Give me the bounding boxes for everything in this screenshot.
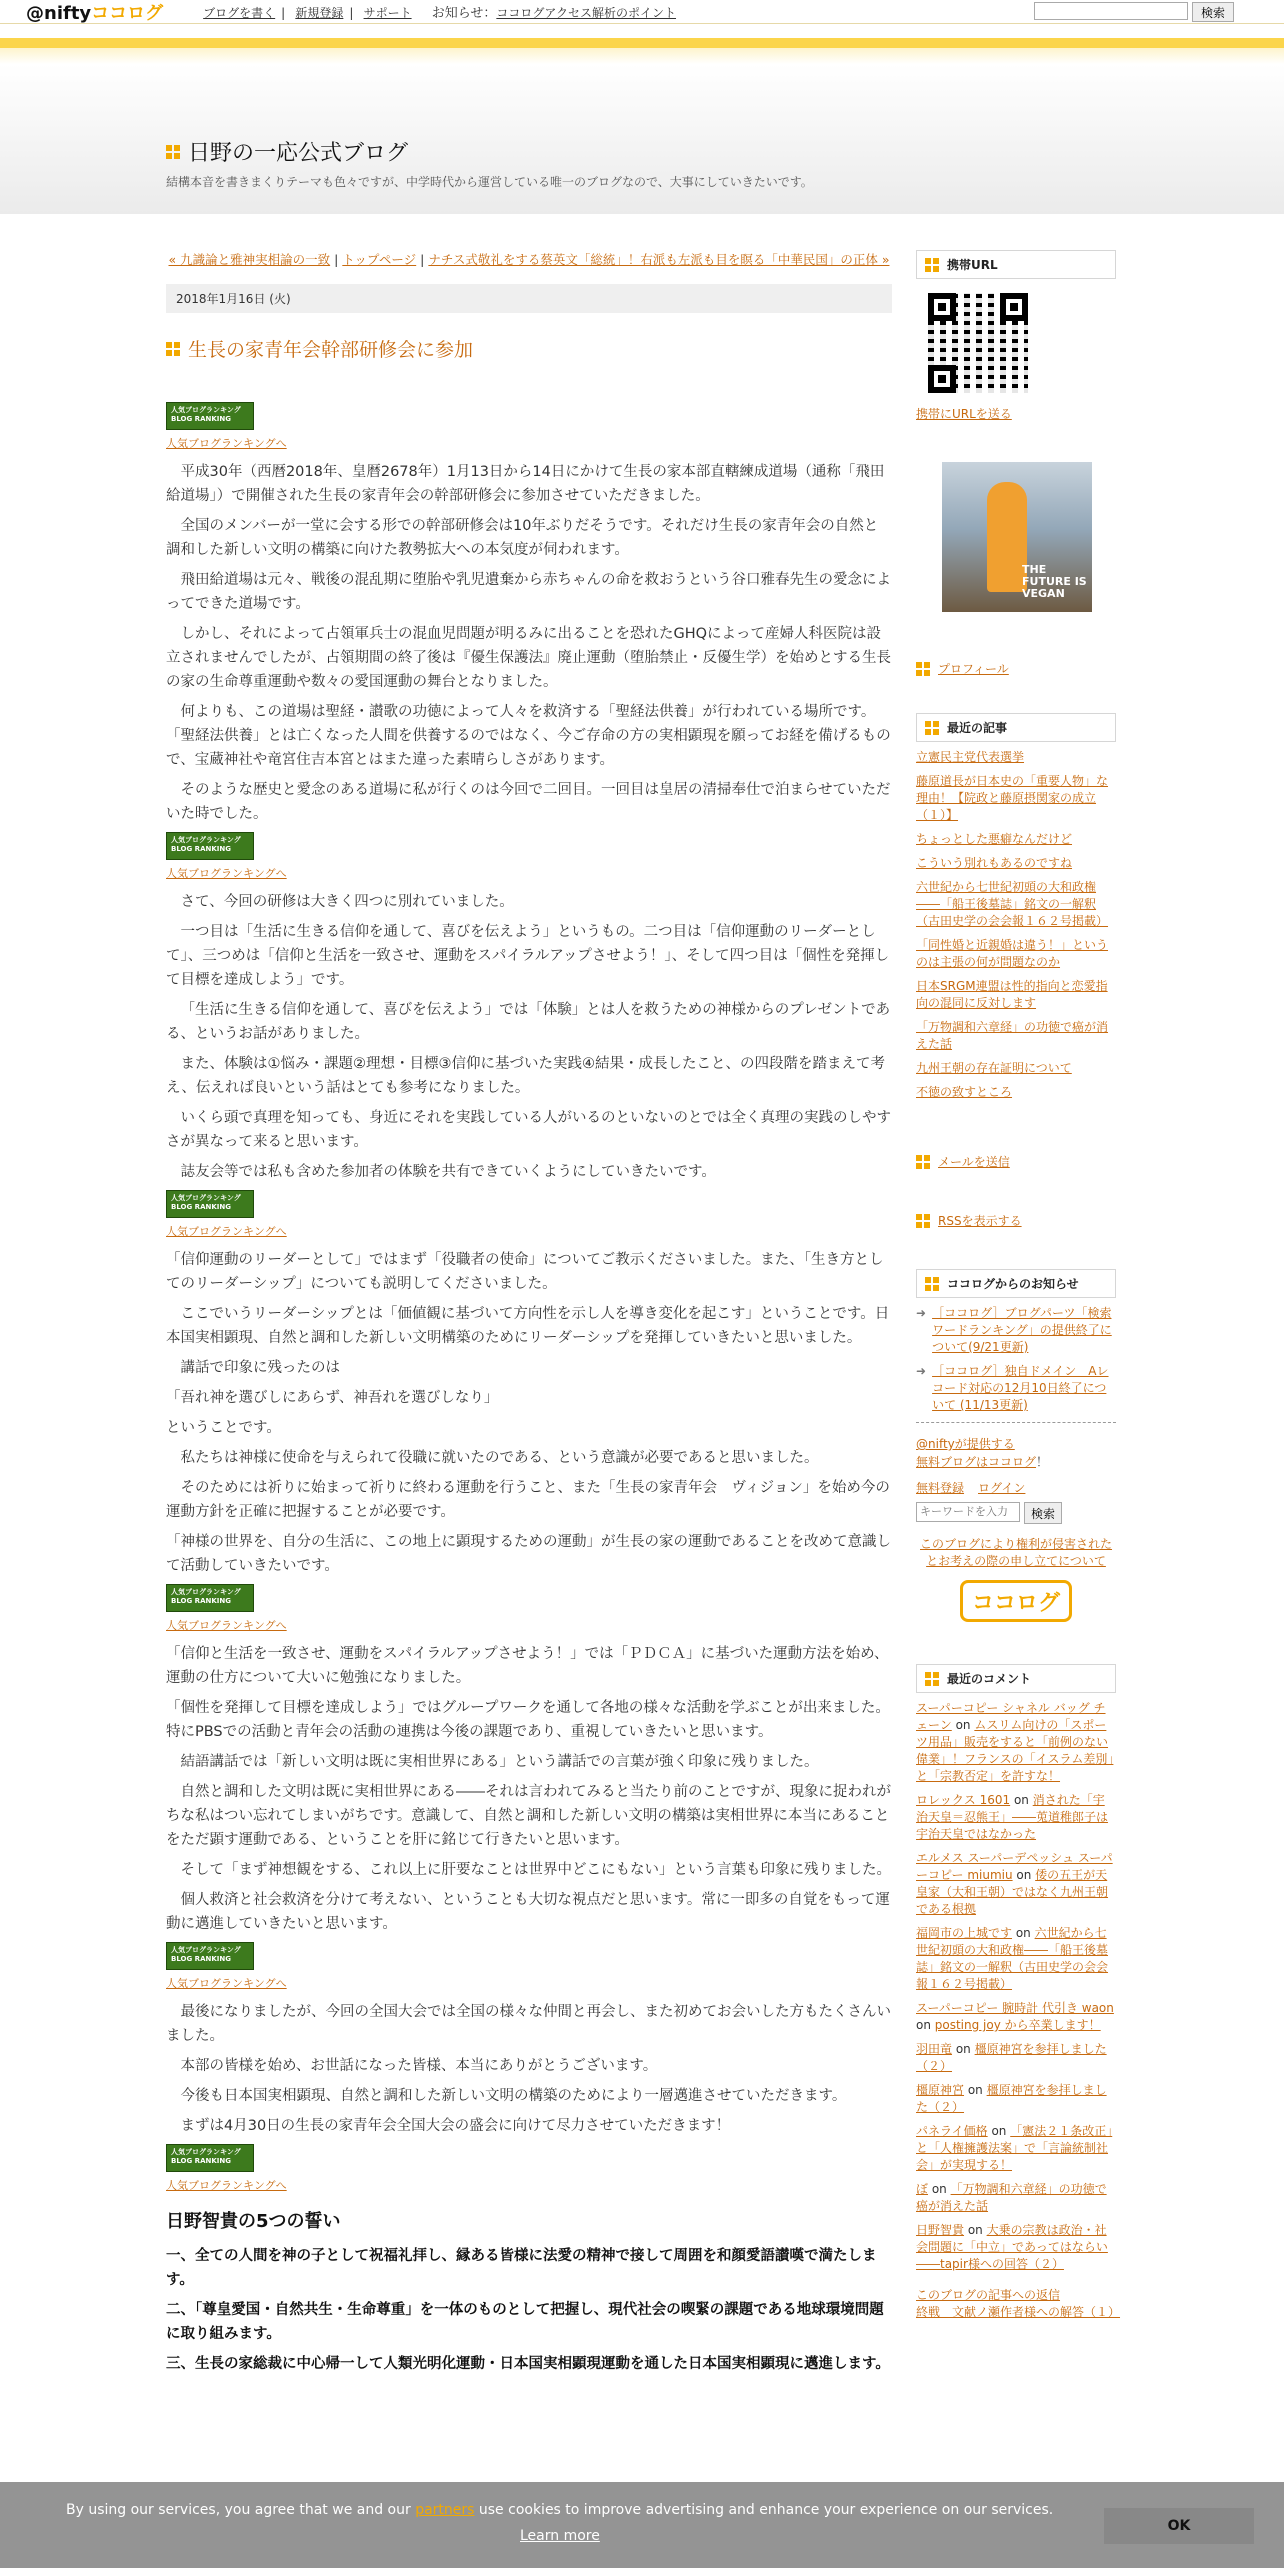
entry-paragraph: 私たちは神様に使命を与えられて役職に就いたのである、という意識が必要であると思いました。 — [180, 1450, 819, 1466]
comment-item: スーパーコピー 腕時計 代引き waon on posting joy から卒業します！ — [916, 2001, 1114, 2032]
trailing-link-2[interactable]: 終戦 文献ノ瀬作者様への解答（１） — [916, 2305, 1121, 2319]
login-link[interactable]: ログイン — [978, 1481, 1026, 1495]
cocolog-news-list — [916, 1305, 1116, 1423]
comment-author-link[interactable]: 羽田竜 — [916, 2042, 953, 2056]
comment-post-link[interactable]: ムスリム向けの「スポーツ用品」販売をすると「前例のない偉業」！フランスの「イスラム差別」と「宗教否定」を許すな！ — [916, 1718, 1114, 1783]
comment-item: スーパーコピー シャネル バッグ チェーン on ムスリム向けの「スポーツ用品」販売をすると「前例のない偉業」！フランスの「イスラム差別」と「宗教否定」を許すな！ — [916, 1701, 1114, 1783]
ranking-image[interactable]: 人気ブログランキング BLOG RANKING — [166, 2144, 254, 2172]
entry-paragraph: いくら頭で真理を知っても、身近にそれを実践している人がいるのといないのとでは全く真理の実践のしやすさが異なって来ると思います。 — [166, 1110, 891, 1150]
free-blog-link[interactable]: 無料ブログはココログ — [916, 1455, 1037, 1469]
recent-posts-heading: 最近の記事 — [916, 713, 1116, 742]
comment-post-link[interactable]: posting joy から卒業します！ — [934, 2018, 1101, 2032]
comment-item: 日野智貴 on 大乗の宗教は政治・社会問題に「中立」であってはならい――tapir様への回答（２） — [916, 2223, 1108, 2271]
ranking-image[interactable]: 人気ブログランキング BLOG RANKING — [166, 1584, 254, 1612]
topnav: ブログを書く | 新規登録 | サポート お知らせ：ココログアクセス解析のポイント — [203, 6, 677, 21]
entry-paragraph: 講話で印象に残ったのは — [180, 1360, 340, 1376]
partners-link[interactable]: partners — [415, 2502, 475, 2518]
comment-author-link[interactable]: 日野智貴 — [916, 2223, 965, 2237]
top-search — [1034, 2, 1234, 22]
cocolog-news-heading: ココログからのお知らせ — [916, 1269, 1116, 1298]
topnav-support[interactable]: サポート — [363, 6, 412, 20]
blog-header — [0, 64, 1284, 214]
recent-post-item — [916, 937, 1116, 971]
mail-link[interactable]: メールを送信 — [938, 1155, 1010, 1169]
recent-post-link[interactable]: 藤原道長が日本史の「重要人物」な理由！【院政と藤原摂関家の成立（１）】 — [916, 774, 1109, 822]
news-item — [916, 1363, 1116, 1414]
comment-item: ロレックス 1601 on 消された「宇治天皇＝忍熊王」――莵道稚郎子は宇治天皇ではなかった — [916, 1793, 1109, 1841]
comment-author-link[interactable]: パネライ価格 — [916, 2124, 988, 2138]
signup-link[interactable]: 無料登録 — [916, 1481, 965, 1495]
recent-post-link[interactable]: 九州王朝の存在証明について — [916, 1061, 1072, 1075]
comment-item: パネライ価格 on 「憲法２１条改正」と「人権擁護法案」で「言論統制社会」が実現する！ — [916, 2124, 1113, 2172]
rss-link[interactable]: RSSを表示する — [938, 1214, 1022, 1228]
recent-post-link[interactable]: 「同性婚と近親婚は違う！」というのは主張の何が問題なのか — [916, 938, 1109, 969]
entry-paragraph: 今後も日本国実相顕現、自然と調和した新しい文明の構築のためにより一層邁進させていただきます。 — [180, 2088, 847, 2104]
profile-link[interactable]: プロフィール — [938, 662, 1009, 676]
entry-paragraph: 一つ目は「生活に生きる信仰を通して、喜びを伝えよう」というもの。二つ目は「信仰運動のリーダーとして」、三つめは「信仰と生活を一致させ、運動をスパイラルアップさせよう！」、そして四つ目は「個性を発揮して目標を達成しよう」です。 — [166, 924, 890, 988]
recent-comments-list — [916, 1700, 1116, 2273]
recent-post-link[interactable]: 六世紀から七世紀初頭の大和政権――「船王後墓誌」銘文の一解釈（古田史学の会会報１６２号掲載） — [916, 880, 1109, 928]
entry-paragraph: 全国のメンバーが一堂に会する形での幹部研修会は10年ぶりだそうです。それだけ生長の家青年会の自然と調和した新しい文明の構築に向けた教勢拡大への本気度が伺われます。 — [166, 518, 879, 558]
entry-paragraph: 「個性を発揮して目標を達成しよう」ではグループワークを通して各地の様々な活動を学ぶことが出来ました。特にPBSでの活動と青年会の活動の連携は今後の課題であり、重視していきたいと思います。 — [166, 1700, 890, 1740]
sidebar-mobile-heading: 携帯URL — [916, 250, 1116, 279]
comment-post-link[interactable]: 「万物調和六章経」の功徳で癌が消えた話 — [916, 2182, 1107, 2213]
comment-item: エルメス スーパーデペッシュ スーパーコピー miumiu on 倭の五王が天皇家（大和王朝）ではなく九州王朝である根拠 — [916, 1851, 1113, 1916]
entry-navigation: « 九識論と雅神実相論の一致 | トップページ | ナチス式敬礼をする蔡英文「総統」！右派も左派も目を瞑る「中華民国」の正体 » — [168, 252, 890, 267]
comment-author-link[interactable]: 福岡市の上城です — [916, 1926, 1013, 1940]
recent-post-item — [916, 749, 1116, 766]
comment-post-link[interactable]: 「憲法２１条改正」と「人権擁護法案」で「言論統制社会」が実現する！ — [916, 2124, 1113, 2172]
recent-post-item — [916, 773, 1116, 824]
entry-paragraph: 誌友会等では私も含めた参加者の体験を共有できていくようにしていきたいです。 — [180, 1164, 716, 1180]
entry-paragraph: また、体験は①悩み・課題②理想・目標③信仰に基づいた実践④結果・成長したこと、の四段階を踏まえて考え、伝えれば良いという話はとても参考になりました。 — [166, 1056, 885, 1096]
sidebar — [916, 214, 1121, 2321]
recent-post-item — [916, 1019, 1116, 1053]
recent-post-link[interactable]: 立憲民主党代表選挙 — [916, 750, 1025, 764]
square-icon — [925, 1277, 939, 1291]
square-icon — [925, 721, 939, 735]
entry-date: 2018年1月16日 (火) — [166, 284, 892, 313]
comment-author-link[interactable]: ロレックス 1601 — [916, 1793, 1011, 1807]
recent-post-item — [916, 831, 1116, 848]
recent-posts-list — [916, 749, 1116, 1101]
recent-post-link[interactable]: 「万物調和六章経」の功徳で癌が消えた話 — [916, 1020, 1109, 1051]
cocolog-logo[interactable]: ココログ — [960, 1580, 1072, 1622]
comment-item: 羽田竜 on 橿原神宮を参拝しました（２） — [916, 2042, 1107, 2073]
notice-label: お知らせ： — [431, 6, 497, 21]
square-icon — [916, 1214, 930, 1228]
recent-post-link[interactable]: ちょっとした悪癖なんだけど — [916, 832, 1073, 846]
ranking-link[interactable]: 人気ブログランキングへ — [166, 437, 287, 450]
notice-link[interactable]: ココログアクセス解析のポイント — [496, 6, 677, 20]
comment-author-link[interactable]: ぼ — [916, 2182, 929, 2196]
arrow-icon: ➜ — [916, 1364, 927, 1378]
learn-more-link[interactable]: Learn more — [520, 2528, 600, 2544]
recent-post-item — [916, 1084, 1116, 1101]
topnav-signup[interactable]: 新規登録 — [295, 6, 344, 20]
arrow-icon: ➜ — [916, 1306, 927, 1320]
news-item — [916, 1305, 1116, 1356]
rss-row — [916, 1212, 1116, 1229]
profile-link-row — [916, 660, 1116, 677]
comment-author-link[interactable]: スーパーコピー 腕時計 代引き waon — [916, 2001, 1114, 2015]
header-band — [0, 24, 1284, 64]
entry-paragraph: ということです。 — [166, 1420, 281, 1436]
news-link[interactable]: ［ココログ］独自ドメイン Aレコード対応の12月10日終了について (11/13更新) — [932, 1364, 1109, 1412]
entry-paragraph: 「信仰と生活を一致させ、運動をスパイラルアップさせよう！」では「ＰＤＣＡ」に基づいた運動方法を始め、運動の仕方について大いに勉強になりました。 — [166, 1646, 889, 1686]
square-icon — [166, 145, 180, 159]
comment-post-link[interactable]: 橿原神宮を参拝しました（２） — [916, 2083, 1107, 2114]
comment-post-link[interactable]: 橿原神宮を参拝しました（２） — [916, 2042, 1107, 2073]
comment-author-link[interactable]: スーパーコピー シャネル バッグ チェーン — [916, 1701, 1106, 1732]
comment-post-link[interactable]: 消された「宇治天皇＝忍熊王」――莵道稚郎子は宇治天皇ではなかった — [916, 1793, 1109, 1841]
send-url-link[interactable]: 携帯にURLを送る — [916, 407, 1012, 421]
entry-paragraph: 飛田給道場は元々、戦後の混乱期に堕胎や乳児遺棄から赤ちゃんの命を救おうという谷口雅春先生の愛念によってできた道場です。 — [166, 572, 891, 612]
entry-paragraph: 「生活に生きる信仰を通して、喜びを伝えよう」では「体験」とは人を救うための神様からのプレゼントである、というお話がありました。 — [166, 1002, 891, 1042]
keyword-search-button[interactable]: 検索 — [1024, 1502, 1062, 1524]
nifty-logo[interactable]: @niftyココログ — [26, 2, 164, 24]
entry-paragraph: そのためには祈りに始まって祈りに終わる運動を行うこと、また「生長の家青年会 ヴィジョン」を始め今の運動方針を正確に把握することが必要です。 — [166, 1480, 890, 1520]
ranking-image[interactable]: 人気ブログランキング BLOG RANKING — [166, 1942, 254, 1970]
mail-row — [916, 1153, 1116, 1170]
vow-item: 二、「尊皇愛国・自然共生・生命尊重」を一体のものとして把握し、現代社会の喫緊の課題である地球環境問題に取り組みます。 — [166, 2302, 884, 2342]
prev-entry-link[interactable]: « 九識論と雅神実相論の一致 — [168, 252, 331, 267]
rights-report-link[interactable]: このブログにより権利が侵害されたとお考えの際の申し立てについて — [920, 1537, 1113, 1568]
ranking-link[interactable]: 人気ブログランキングへ — [166, 1619, 287, 1632]
entry-paragraph: 「吾れ神を選びしにあらず、神吾れを選びしなり」 — [166, 1390, 499, 1406]
entry-paragraph: そして「まず神想観をする、これ以上に肝要なことは世界中どこにもない」という言葉も印象に残りました。 — [180, 1862, 891, 1878]
entry-paragraph: まずは4月30日の生長の家青年会全国大会の盛会に向けて尽力させていただきます！ — [180, 2118, 731, 2134]
account-links — [916, 1479, 1116, 1496]
comment-post-link[interactable]: 倭の五王が天皇家（大和王朝）ではなく九州王朝である根拠 — [916, 1868, 1109, 1916]
recent-post-item — [916, 879, 1116, 930]
ranking-banner[interactable] — [166, 832, 892, 886]
comment-item: 橿原神宮 on 橿原神宮を参拝しました（２） — [916, 2083, 1107, 2114]
vows-title: 日野智貴の5つの誓い — [166, 2211, 341, 2232]
ranking-link[interactable]: 人気ブログランキングへ — [166, 1225, 287, 1238]
news-link[interactable]: ［ココログ］ブログパーツ「検索ワードランキング」の提供終了について(9/21更新) — [932, 1306, 1112, 1354]
ranking-banner[interactable] — [166, 1584, 892, 1638]
next-entry-link[interactable]: ナチス式敬礼をする蔡英文「総統」！右派も左派も目を瞑る「中華民国」の正体 » — [428, 252, 890, 267]
cookie-ok-button[interactable]: OK — [1104, 2508, 1254, 2544]
entry-title[interactable]: 生長の家青年会幹部研修会に参加 — [166, 335, 892, 362]
vows-section — [166, 2210, 892, 2376]
ranking-banner[interactable] — [166, 2144, 892, 2198]
ranking-banner[interactable] — [166, 402, 892, 456]
comment-post-link[interactable]: 六世紀から七世紀初頭の大和政権――「船王後墓誌」銘文の一解釈（古田史学の会会報１６２号掲載） — [916, 1926, 1109, 1991]
qr-code — [928, 293, 1028, 393]
cookie-text: By using our services, you agree that we and our partners use cookies to improve advertising and enhance your experience on our services. — [66, 2502, 1054, 2518]
vow-item: 三、生長の家総裁に中心帰一して人類光明化運動・日本国実相顕現運動を通した日本国実相顕現に邁進します。 — [166, 2356, 890, 2372]
entry-paragraph: 自然と調和した文明は既に実相世界にある――それは言われてみると当たり前のことですが、現象に捉われがちな私はつい忘れてしまいがちです。意識して、自然と調和した新しい文明の構築は実相世界に本当にあることをただ顕す運動である、ということを肝に銘じて行きたいと思います。 — [166, 1784, 891, 1848]
ranking-image[interactable]: 人気ブログランキング BLOG RANKING — [166, 832, 254, 860]
blog-title[interactable]: 日野の一応公式ブログ — [166, 136, 1284, 167]
sidebar-search — [916, 1502, 1116, 1524]
entry-paragraph: 平成30年（西暦2018年、皇暦2678年）1月13日から14日にかけて生長の家本部直轄練成道場（通称「飛田給道場」）で開催された生長の家青年会の幹部研修会に参加させていただきました。 — [166, 464, 885, 504]
ranking-link[interactable]: 人気ブログランキングへ — [166, 867, 287, 880]
entry-paragraph: 「神様の世界を、自分の生活に、この地上に顕現するための運動」が生長の家の運動であることを改めて意識して活動していきたいです。 — [166, 1534, 891, 1574]
entry-paragraph: 何よりも、この道場は聖経・讃歌の功徳によって人々を救済する「聖経法供養」が行われている場所です。「聖経法供養」とは亡くなった人間を供養するのではなく、今ご存命の方の実相顕現を願ってお経を備げるもので、宝蔵神社や竜宮住吉本宮とはまた違った素晴らしさがあります。 — [166, 704, 891, 768]
entry-paragraph: 最後になりましたが、今回の全国大会では全国の様々な仲間と再会し、また初めてお会いした方もたくさんいました。 — [166, 2004, 891, 2044]
top-search-input[interactable] — [1034, 2, 1188, 20]
blog-description: 結構本音を書きまくりテーマも色々ですが、中学時代から運営している唯一のブログなので、大事にしていきたいです。 — [166, 175, 813, 189]
vow-item: 一、全ての人間を神の子として祝福礼拝し、縁ある皆様に法愛の精神で接して周囲を和顔愛語讃嘆で満たします。 — [166, 2248, 877, 2288]
recent-post-link[interactable]: 不徳の致すところ — [916, 1085, 1013, 1099]
nifty-topbar — [0, 0, 1284, 24]
entry-paragraph: そのような歴史と愛念のある道場に私が行くのは今回で二回目。一回目は皇居の清掃奉仕で泊まらせていただいた時でした。 — [166, 782, 891, 822]
comment-post-link[interactable]: 大乗の宗教は政治・社会問題に「中立」であってはならい――tapir様への回答（２） — [916, 2223, 1108, 2271]
comment-author-link[interactable]: エルメス スーパーデペッシュ スーパーコピー miumiu — [916, 1851, 1113, 1882]
topnav-write[interactable]: ブログを書く — [203, 6, 276, 20]
recent-post-link[interactable]: こういう別れもあるのですね — [916, 856, 1073, 870]
ranking-link[interactable]: 人気ブログランキングへ — [166, 2179, 287, 2192]
ranking-image[interactable]: 人気ブログランキング BLOG RANKING — [166, 402, 254, 430]
entry-body — [166, 402, 892, 2376]
entry-paragraph: 個人救済と社会救済を分けて考えない、ということも大切な視点だと思います。常に一即多の自覚をもって運動に邁進していきたいと思います。 — [166, 1892, 890, 1932]
profile-photo[interactable]: THE FUTURE IS VEGAN — [942, 462, 1092, 612]
provided-by: @niftyが提供する 無料ブログはココログ！ — [916, 1437, 1049, 1469]
recent-post-link[interactable]: 日本SRGM連盟は性的指向と恋愛指向の混同に反対します — [916, 979, 1108, 1010]
comment-item: ぼ on 「万物調和六章経」の功徳で癌が消えた話 — [916, 2182, 1107, 2213]
entry-paragraph: 本部の皆様を始め、お世話になった皆様、本当にありがとうございます。 — [180, 2058, 658, 2074]
square-icon — [916, 662, 930, 676]
recent-post-item — [916, 855, 1116, 872]
entry-paragraph: 結語講話では「新しい文明は既に実相世界にある」という講話での言葉が強く印象に残りました。 — [180, 1754, 819, 1770]
square-icon — [166, 342, 180, 356]
main-column — [166, 214, 892, 2382]
recent-post-item — [916, 978, 1116, 1012]
comment-item: 福岡市の上城です on 六世紀から七世紀初頭の大和政権――「船王後墓誌」銘文の一解釈（古田史学の会会報１６２号掲載） — [916, 1926, 1109, 1991]
trailing-link-1[interactable]: このブログの記事への返信 — [916, 2288, 1061, 2302]
recent-post-item — [916, 1060, 1116, 1077]
ranking-banner[interactable] — [166, 1190, 892, 1244]
ranking-link[interactable]: 人気ブログランキングへ — [166, 1977, 287, 1990]
square-icon — [925, 258, 939, 272]
ranking-banner[interactable] — [166, 1942, 892, 1996]
keyword-input[interactable] — [916, 1502, 1020, 1522]
ranking-image[interactable]: 人気ブログランキング BLOG RANKING — [166, 1190, 254, 1218]
entry-paragraph: さて、今回の研修は大きく四つに別れていました。 — [180, 894, 514, 910]
comment-author-link[interactable]: 橿原神宮 — [916, 2083, 965, 2097]
square-icon — [916, 1155, 930, 1169]
nifty-link[interactable]: @niftyが提供する — [916, 1437, 1015, 1451]
square-icon — [925, 1672, 939, 1686]
top-search-button[interactable]: 検索 — [1192, 2, 1234, 22]
entry-paragraph: 「信仰運動のリーダーとして」ではまず「役職者の使命」についてご教示くださいました。また、「生き方としてのリーダーシップ」についても説明してくださいました。 — [166, 1252, 884, 1292]
recent-comments-heading: 最近のコメント — [916, 1664, 1116, 1693]
entry-paragraph: しかし、それによって占領軍兵士の混血児問題が明るみに出ることを恐れたGHQによって産婦人科医院は設立されませんでしたが、占領期間の終了後は『優生保護法』廃止運動（堕胎禁止・反優生学）を始めとする生長の家の生命尊重運動や数々の愛国運動の舞台となりました。 — [166, 626, 891, 690]
cookie-banner — [0, 2482, 1284, 2568]
top-page-link[interactable]: トップページ — [342, 252, 417, 267]
entry-paragraph: ここでいうリーダーシップとは「価値観に基づいて方向性を示し人を導き変化を起こす」ということです。日本国実相顕現、自然と調和した新しい文明構築のためにリーダーシップを発揮していきたいと思いました。 — [166, 1306, 890, 1346]
